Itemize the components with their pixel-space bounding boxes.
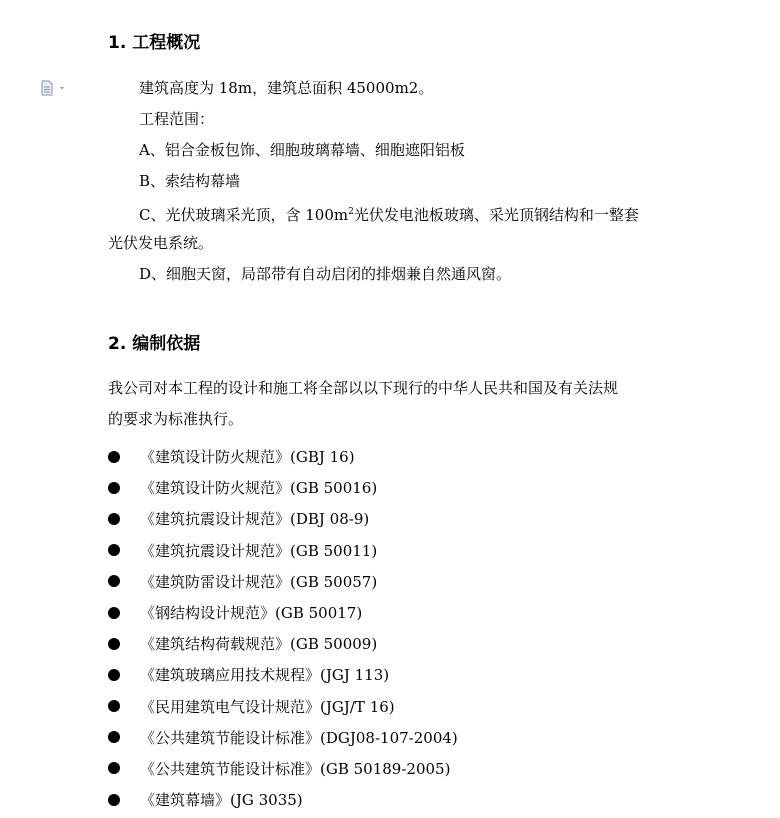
standard-text: 《建筑设计防火规范》(GB 50016) (140, 479, 378, 498)
standard-text: 《公共建筑节能设计标准》(GB 50189-2005) (140, 759, 451, 778)
bullet-icon (108, 607, 120, 619)
scope-label: 工程范围： (139, 110, 215, 128)
document-icon[interactable] (40, 80, 68, 96)
bullet-icon (108, 762, 120, 774)
standard-text: 《建筑玻璃应用技术规程》(JGJ 113) (140, 666, 390, 685)
standard-text: 《建筑设计防火规范》(GBJ 16) (140, 448, 355, 467)
standard-item (108, 784, 458, 815)
standard-item (108, 535, 458, 566)
scope-item-c-continuation: 光伏发电系统。 (108, 234, 214, 252)
section-2-heading: 2. 编制依据 (108, 334, 201, 354)
standard-item (108, 472, 458, 503)
scope-item-c-superscript: 2 (348, 207, 354, 217)
bullet-icon (108, 575, 120, 587)
scope-item-d: D、细胞天窗，局部带有自动启闭的排烟兼自然通风窗。 (139, 265, 512, 283)
basis-intro-line-2: 的要求为标准执行。 (108, 410, 244, 428)
standard-text: 《建筑抗震设计规范》(DBJ 08-9) (140, 510, 370, 529)
bullet-icon (108, 513, 120, 525)
section-1-heading: 1. 工程概况 (108, 33, 201, 53)
standard-item (108, 628, 458, 659)
scope-item-b: B、索结构幕墙 (139, 172, 241, 190)
bullet-icon (108, 700, 120, 712)
standard-item (108, 503, 458, 534)
scope-item-a: A、铝合金板包饰、细胞玻璃幕墙、细胞遮阳铝板 (139, 141, 465, 159)
standard-text: 《钢结构设计规范》(GB 50017) (140, 604, 363, 623)
bullet-icon (108, 638, 120, 650)
basis-intro-line-1: 我公司对本工程的设计和施工将全部以以下现行的中华人民共和国及有关法规 (108, 379, 619, 397)
bullet-icon (108, 794, 120, 806)
bullet-icon (108, 669, 120, 681)
bullet-icon (108, 451, 120, 463)
building-height-text: 建筑高度为 18m，建筑总面积 45000m2。 (139, 79, 434, 97)
standard-item (108, 753, 458, 784)
standard-text: 《建筑结构荷载规范》(GB 50009) (140, 635, 378, 654)
standards-list (108, 441, 458, 815)
bullet-icon (108, 544, 120, 556)
bullet-icon (108, 482, 120, 494)
standard-item (108, 597, 458, 628)
standard-text: 《建筑幕墙》(JG 3035) (140, 791, 303, 810)
standard-item (108, 566, 458, 597)
scope-item-c (139, 202, 639, 225)
bullet-icon (108, 731, 120, 743)
scope-item-c-part1: C、光伏玻璃采光顶，含 100m (139, 206, 349, 224)
standard-text: 《公共建筑节能设计标准》(DGJ08-107-2004) (140, 728, 458, 747)
standard-item (108, 722, 458, 753)
standard-item (108, 441, 458, 472)
standard-item (108, 659, 458, 690)
standard-text: 《建筑防雷设计规范》(GB 50057) (140, 572, 378, 591)
standard-text: 《建筑抗震设计规范》(GB 50011) (140, 541, 378, 560)
standard-item (108, 691, 458, 722)
standard-text: 《民用建筑电气设计规范》(JGJ/T 16) (140, 697, 395, 716)
scope-item-c-part2: 光伏发电池板玻璃、采光顶钢结构和一整套 (353, 206, 639, 224)
